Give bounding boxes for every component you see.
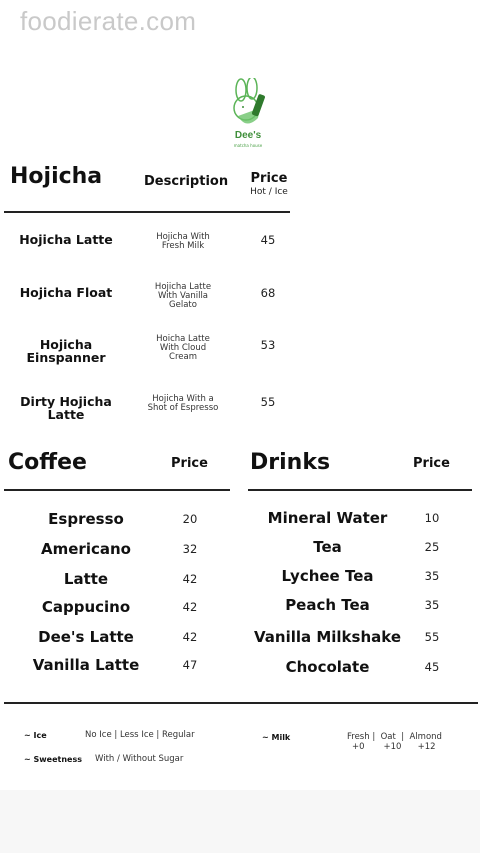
hojicha-item-description: Hojicha With Fresh Milk <box>156 232 210 251</box>
coffee-item-name: Cappucino <box>41 598 131 616</box>
drinks-item-name: Lychee Tea <box>281 567 374 585</box>
coffee-divider <box>4 489 230 491</box>
coffee-item-name: Latte <box>63 570 109 588</box>
coffee-title: Coffee <box>8 450 87 475</box>
drinks-item-price: 35 <box>424 569 440 583</box>
coffee-price-header: Price <box>171 456 208 471</box>
watermark: foodierate.com <box>20 6 197 36</box>
ice-option-values: No Ice | Less Ice | Regular <box>85 730 195 740</box>
coffee-item-price: 32 <box>182 542 198 556</box>
milk-option-values: Fresh | Oat | Almond <box>347 732 442 742</box>
milk-option-prices: +0 +10 +12 <box>352 742 436 752</box>
drinks-item-name: Chocolate <box>285 658 370 676</box>
hojicha-item-price: 68 <box>260 286 276 300</box>
coffee-item-price: 42 <box>182 572 198 586</box>
hojicha-item-name: Hojicha Float <box>19 285 113 300</box>
hojicha-item-description: Hoicha Latte With Cloud Cream <box>156 334 210 362</box>
drinks-item-name: Vanilla Milkshake <box>253 628 402 646</box>
hojicha-item-name: Hojicha Latte <box>19 232 113 247</box>
drinks-divider <box>248 489 472 491</box>
drinks-item-name: Tea <box>313 538 342 556</box>
hojicha-item-price: 45 <box>260 233 276 247</box>
coffee-item-price: 20 <box>182 512 198 526</box>
coffee-item-name: Espresso <box>48 510 124 528</box>
hojicha-item-name: Dirty Hojicha Latte <box>20 394 112 422</box>
drinks-title: Drinks <box>250 450 331 475</box>
coffee-item-name: Vanilla Latte <box>32 656 140 674</box>
hojicha-item-name: Hojicha Einspanner <box>26 337 106 365</box>
hojicha-item-price: 55 <box>260 395 276 409</box>
drinks-item-name: Mineral Water <box>267 509 388 527</box>
hojicha-item-price: 53 <box>260 338 276 352</box>
hojicha-divider <box>4 211 290 213</box>
logo-tagline: matcha house <box>233 143 263 148</box>
drinks-item-price: 35 <box>424 598 440 612</box>
hojicha-item-description: Hojicha Latte With Vanilla Gelato <box>154 282 212 310</box>
drinks-item-price: 10 <box>424 511 440 525</box>
sweetness-option-label: ~ Sweetness <box>24 755 82 764</box>
coffee-item-price: 42 <box>182 630 198 644</box>
drinks-item-price: 55 <box>424 630 440 644</box>
ice-option-label: ~ Ice <box>24 731 47 740</box>
hojicha-item-description: Hojicha With a Shot of Espresso <box>147 394 219 413</box>
hojicha-price-header: Price <box>250 171 288 186</box>
logo-name: Dee's <box>234 130 262 141</box>
drinks-price-header: Price <box>413 456 450 471</box>
milk-option-label: ~ Milk <box>262 733 291 742</box>
drinks-item-name: Peach Tea <box>285 596 370 614</box>
footer-band <box>0 790 480 853</box>
drinks-item-price: 45 <box>424 660 440 674</box>
drinks-item-price: 25 <box>424 540 440 554</box>
hojicha-title: Hojicha <box>10 164 103 189</box>
coffee-item-name: Americano <box>41 540 131 558</box>
coffee-item-price: 42 <box>182 600 198 614</box>
hojicha-price-subheader: Hot / Ice <box>250 187 288 197</box>
sweetness-option-values: With / Without Sugar <box>95 754 184 764</box>
hojicha-description-header: Description <box>144 174 229 189</box>
options-divider <box>4 702 478 704</box>
coffee-item-name: Dee's Latte <box>38 628 134 646</box>
coffee-item-price: 47 <box>182 658 198 672</box>
